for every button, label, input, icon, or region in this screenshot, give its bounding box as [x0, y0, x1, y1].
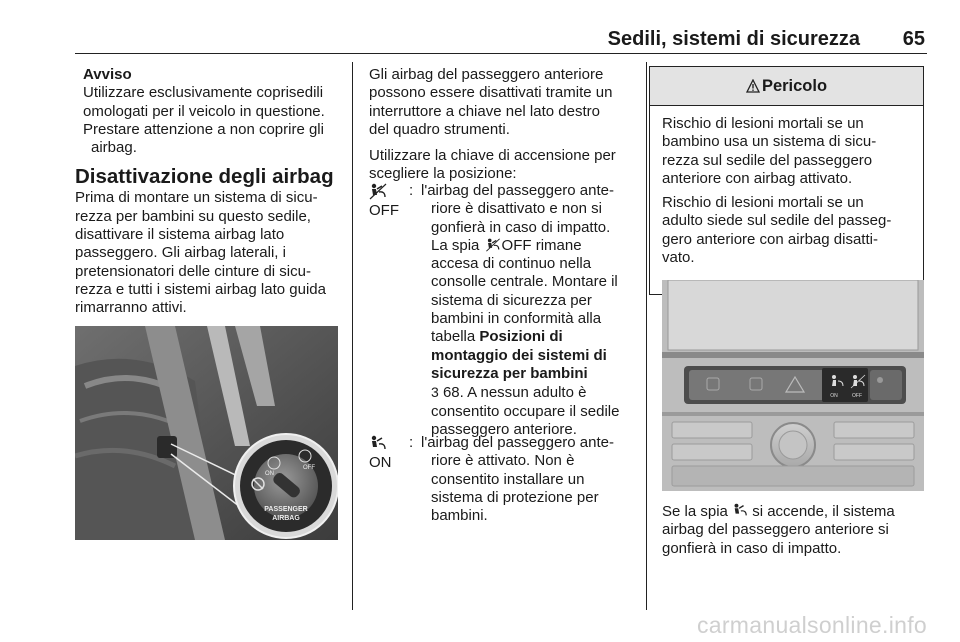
- intro-line: del quadro strumenti.: [369, 120, 510, 138]
- airbag-on-icon: [369, 435, 387, 452]
- body-line: rimarranno attivi.: [75, 299, 187, 317]
- danger-line: gero anteriore con airbag disatti-: [662, 230, 878, 248]
- on-desc-line: sistema di protezione per: [431, 488, 599, 506]
- off-description: [421, 182, 659, 439]
- on-desc-line: bambini.: [431, 507, 488, 525]
- intro-line: possono essere disattivati tramite un: [369, 84, 613, 102]
- page-number: 65: [902, 28, 925, 50]
- danger-line: bambino usa un sistema di sicu-: [662, 133, 877, 151]
- body-line: rezza per bambini su questo sedile,: [75, 207, 311, 225]
- key-line: scegliere la posizione:: [369, 165, 517, 183]
- key-line: Utilizzare la chiave di accensione per: [369, 147, 616, 165]
- danger-title: Pericolo: [761, 76, 828, 95]
- danger-line: vato.: [662, 249, 695, 267]
- off-term-label: OFF: [369, 202, 399, 219]
- body-line: passeggero. Gli airbag laterali, i: [75, 244, 286, 262]
- intro-line: interruttore a chiave nel lato destro: [369, 102, 600, 120]
- indicator-line: [662, 503, 927, 521]
- danger-line: anteriore con airbag attivato.: [662, 169, 853, 187]
- off-table-pre: tabella: [431, 328, 480, 346]
- switch-passenger-label: PASSENGER: [264, 506, 308, 513]
- notice-line: airbag.: [91, 139, 137, 157]
- console-off-label: OFF: [852, 393, 862, 399]
- danger-line: Rischio di lesioni mortali se un: [662, 194, 864, 212]
- body-line: rezza e tutti i sistemi airbag lato guida: [75, 280, 326, 298]
- body-line: Prima di montare un sistema di sicu-: [75, 189, 318, 207]
- off-term: [369, 182, 407, 219]
- airbag-on-inline-icon: [732, 503, 748, 518]
- column-divider-1: [352, 62, 353, 610]
- off-table-line: [431, 328, 659, 346]
- console-indicator-photo: [662, 280, 924, 491]
- table-reference-link[interactable]: montaggio dei sistemi di: [431, 346, 607, 364]
- indicator-line: airbag del passeggero anteriore si: [662, 521, 889, 539]
- airbag-switch-illustration: [75, 326, 338, 540]
- indicator-description: [662, 503, 927, 558]
- airbag-off-inline-icon: [484, 238, 502, 252]
- notice-title: Avviso: [83, 66, 132, 83]
- indicator-post: si accende, il sistema: [748, 503, 895, 520]
- page-ref-arrow-icon: 3: [431, 384, 439, 401]
- danger-paragraph: [662, 115, 913, 188]
- middle-column: [369, 66, 641, 184]
- intro-line: Gli airbag del passeggero anteriore: [369, 66, 604, 83]
- notice-line: omologati per il veicolo in questione.: [83, 102, 325, 120]
- danger-paragraph: [662, 194, 913, 267]
- off-desc-line: l'airbag del passeggero ante-: [421, 182, 614, 199]
- airbag-switch-photo: [75, 326, 338, 540]
- off-desc-line: bambini in conformità alla: [431, 310, 602, 328]
- off-desc-line: consolle centrale. Montare il: [431, 273, 618, 291]
- on-desc-line: l'airbag del passeggero ante-: [421, 434, 614, 451]
- table-reference-link[interactable]: Posizioni di: [479, 328, 563, 346]
- off-colon: :: [409, 182, 414, 199]
- danger-box: [649, 66, 924, 295]
- indicator-pre: Se la spia: [662, 503, 733, 520]
- off-ref-line: [431, 383, 659, 402]
- page-ref-text[interactable]: 68. A nessun adulto è: [438, 384, 587, 402]
- position-list: [369, 182, 644, 525]
- switch-airbag-label: AIRBAG: [272, 515, 300, 522]
- airbag-off-icon: [369, 183, 387, 200]
- section-heading: Disattivazione degli airbag: [75, 165, 334, 189]
- danger-line: Rischio di lesioni mortali se un: [662, 115, 864, 132]
- off-desc-line: sistema di sicurezza per: [431, 291, 592, 309]
- notice-body: [75, 84, 345, 157]
- off-desc-line: accesa di continuo nella: [431, 255, 592, 273]
- danger-header: [650, 67, 923, 106]
- off-spia-post: OFF rimane: [501, 236, 582, 254]
- indicator-line: gonfierà in caso di impatto.: [662, 539, 842, 557]
- header-rule: [75, 53, 927, 54]
- console-on-label: ON: [830, 393, 838, 399]
- off-desc-line: riore è disattivato e non si: [431, 200, 602, 218]
- switch-off-label: OFF: [303, 465, 315, 471]
- warning-triangle-icon: [746, 79, 760, 93]
- off-desc-line: gonfierà in caso di impatto.: [431, 218, 611, 236]
- switch-on-label: ON: [265, 471, 274, 477]
- danger-body: [650, 106, 923, 267]
- on-desc-line: riore è attivato. Non è: [431, 452, 575, 470]
- off-spia-line: [431, 237, 659, 255]
- console-illustration: [662, 280, 924, 491]
- notice-line: Utilizzare esclusivamente coprisedili: [83, 84, 324, 102]
- on-colon: :: [409, 434, 414, 451]
- danger-line: adulto siede sul sedile del passeg-: [662, 212, 892, 230]
- on-term-label: ON: [369, 454, 392, 471]
- off-desc-line: passeggero anteriore.: [431, 420, 577, 438]
- off-spia-pre: La spia: [431, 236, 484, 254]
- page-header-title: Sedili, sistemi di sicurezza: [607, 28, 860, 50]
- on-desc-line: consentito installare un: [431, 470, 585, 488]
- on-description: [421, 434, 659, 525]
- notice-line: Prestare attenzione a non coprire gli: [83, 120, 324, 138]
- left-column: [75, 66, 345, 318]
- body-line: pretensionatori delle cinture di sicu-: [75, 262, 311, 280]
- table-reference-link[interactable]: sicurezza per bambini: [431, 364, 588, 382]
- watermark: carmanualsonline.info: [696, 612, 927, 638]
- on-term: [369, 434, 407, 471]
- body-line: disattivare il sistema airbag lato: [75, 226, 285, 244]
- danger-line: rezza sul sedile del passeggero: [662, 151, 873, 169]
- off-desc-line: consentito occupare il sedile: [431, 402, 620, 420]
